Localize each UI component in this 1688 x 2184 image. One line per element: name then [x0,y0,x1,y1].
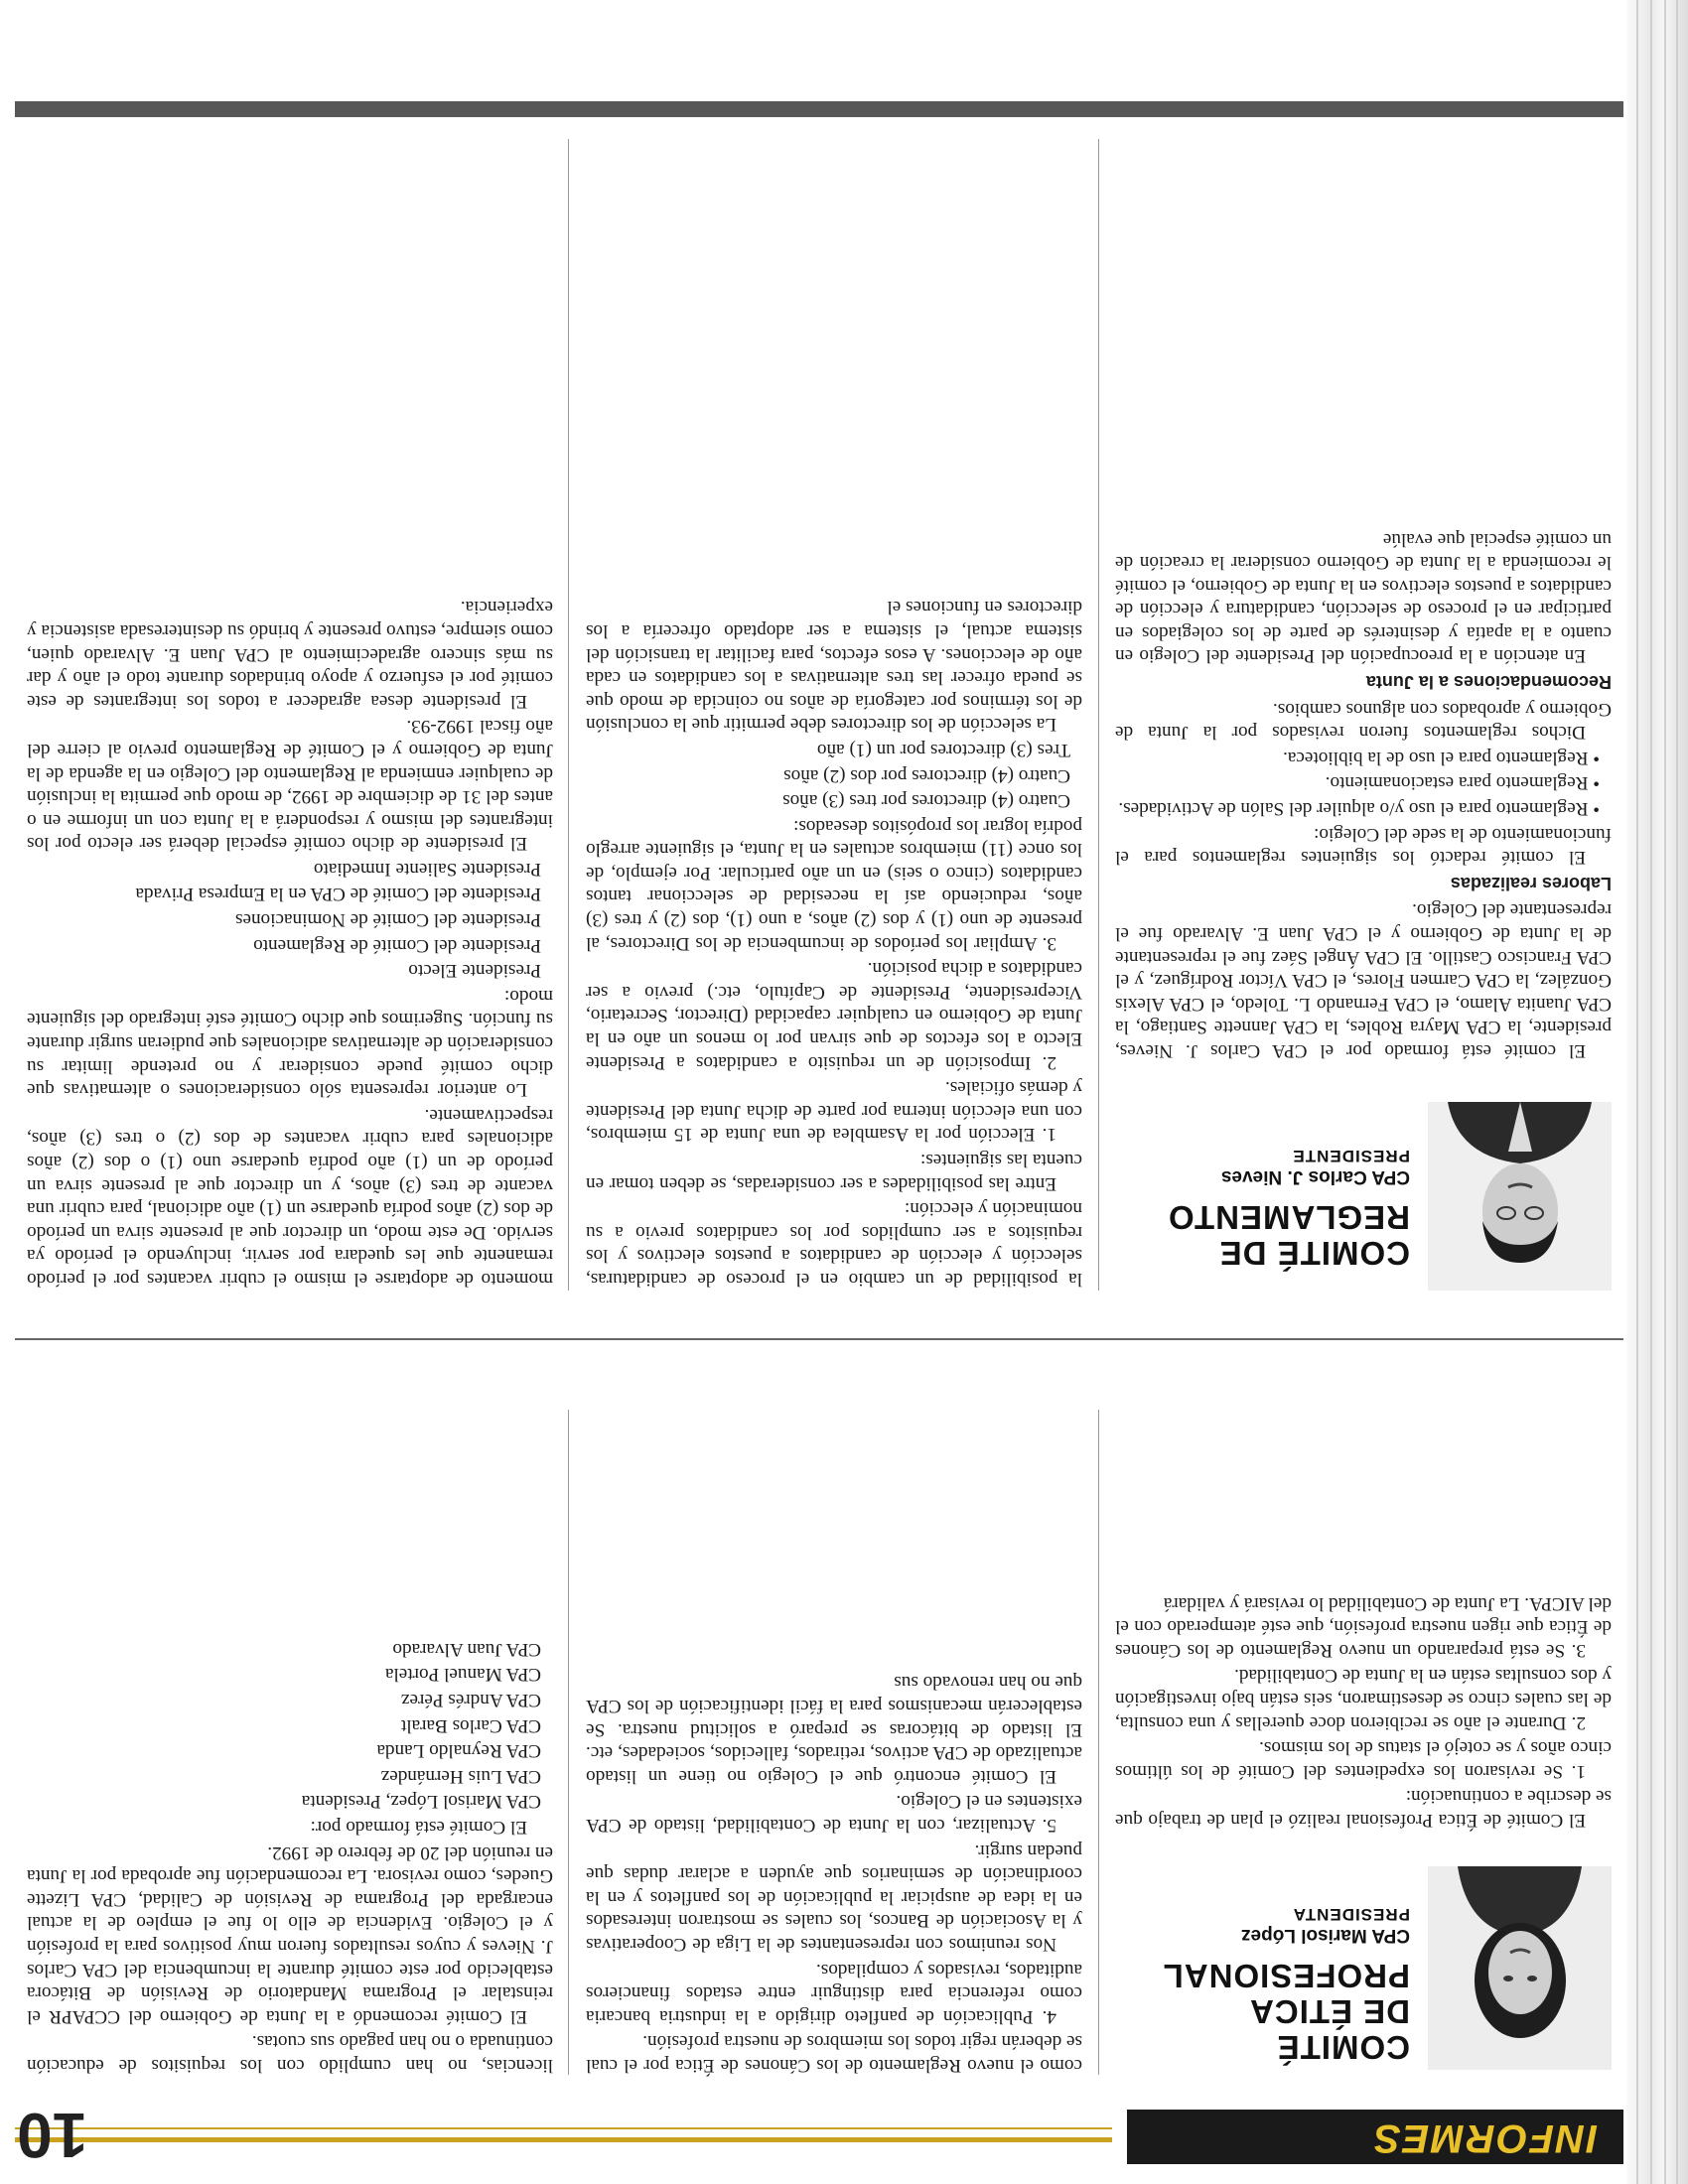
member: CPA Juan Alvarado [392,1638,541,1660]
etica-title-2: DE ÉTICA [1248,1993,1410,2030]
section-divider [15,1338,1623,1340]
column-divider [1098,1410,1099,2075]
section-label: INFORMES [1371,2116,1598,2160]
committee-role: Presidente Saliente Inmediato [313,858,541,880]
list-item: • Reglamento para estacionamiento. [1325,772,1600,794]
paragraph: El Comité recomendó a la Junta de Gobierno del CCPAPR el reinstalar el Programa Mandatorio de Revisión de Bitácora establecido por este comité durante la incumbencia del CPA Carlos J. Nieves y cuyos resultados fueron muy positivos para la profesión y el Colegio. Evidencia de ello lo fue el empleo de la actual encargada del Programa de Revisión de Calidad, CPA Lizette Guedes, como revisora. La recomendación fue aprobada por la Junta en reunión del 20 de febrero de 1992. [27,1842,553,2027]
etica-chair-role: PRESIDENTA [1292,1905,1410,1924]
term-option: Cuatro (4) directores por tres (3) años [782,790,1070,812]
paragraph: 2. Imposición de un requisito a candidatos a Presidente Electo a los efectos de que sirvan por lo menos un año en la Junta de Gobierno en cualquier capacidad (Director, Secretario, Vicepresidente, Presidente de Capítulo, etc.) previo a ser candidatos a dicha posición. [586,958,1082,1073]
etica-column-1 [1115,1589,1612,1832]
term-option: Tres (3) directores por un (1) año [816,739,1070,760]
reglamento-chair-role: PRESIDENTE [1292,1147,1410,1165]
paragraph: 1. Elección por la Asamblea de una Junta de 15 miembros, con una elección interna por parte de dicha Junta del Presidente y demás oficiales. [586,1077,1082,1146]
list-item: • Reglamento para el uso y/o alquiler del Salón de Actividades. [1118,798,1600,820]
reglamento-column-1 [1115,525,1612,1062]
column-divider [568,1410,569,2075]
reglamento-heading [1102,1146,1410,1271]
committee-role: Presidente del Comité de Reglamento [253,934,541,956]
page-content [15,30,1623,2171]
etica-column-2 [586,1669,1082,2077]
paragraph: la posibilidad de un cambio en el proceso de candidaturas, selección y elección de candidatos a puestos electivos y los requisitos a ser cumplidos por los candidatos previo a su nominación y elección: [586,1198,1082,1290]
paragraph: 3. Se está preparando un nuevo Reglamento de los Cánones de Ética que rigen nuestra profesión, que esté atemperado con el del AICPA. La Junta de Contabilidad lo revisará y validará [1115,1592,1612,1661]
reglamento-column-2 [586,594,1082,1291]
member: CPA Manuel Portela [384,1664,541,1686]
paragraph: El Comité encontró que el Colegio no tiene un listado actualizado de CPA activos, retirados, fallecidos, sociedades, etc. El listado de bitácoras se preparó a solicitud nuestra. Se establecerán mecanismos para la fácil identificación de los CPA que no han renovado sus [586,1672,1082,1787]
column-divider [568,139,569,1291]
chair-photo-lopez [1428,1866,1612,2070]
paragraph: 1. Se revisaron los expedientes del Comité de los últimos cinco años y se cotejó el status de los mismos. [1115,1737,1612,1782]
chair-photo-nieves [1428,1102,1612,1291]
reglamento-column-3 [27,594,553,1291]
recomendaciones-heading: Recomendaciones a la Junta [1365,672,1612,693]
page-number: 10 [17,2100,88,2171]
reglamento-chair-name: CPA Carlos J. Nieves [1220,1166,1410,1187]
paragraph: licencias, no han cumplido con los requisitos de educación continuada o no han pagado sus cuotas. [27,2031,553,2076]
paragraph: como el nuevo Reglamento de los Cánones de Ética por el cual se deberán regir todos los miembros de nuestra profesión. [586,2031,1082,2076]
reglamento-title-1: COMITÉ DE [1218,1235,1410,1272]
etica-chair-name: CPA Marisol López [1241,1925,1410,1946]
paragraph: El comité redactó los siguientes reglamentos para el funcionamiento de la sede del Colegio: [1115,823,1612,869]
etica-column-3 [27,1635,553,2077]
header-rule [15,2137,1112,2142]
etica-title-1: COMITÉ [1276,2029,1410,2066]
paragraph: 5. Actualizar, con la Junta de Contabilidad, listado de CPA existentes en el Colegio. [586,1791,1082,1837]
paragraph: 2. Durante el año se recibieron doce querellas y una consulta, de las cuales cinco se desestimaron, seis están bajo investigación y dos consultas están en la Junta de Contabilidad. [1115,1665,1612,1733]
committee-role: Presidente del Comité de Nominaciones [235,909,541,931]
paragraph: El Comité está formado por: [310,1817,527,1839]
member: CPA Reynaldo Landa [376,1740,541,1762]
paragraph: El presidente de dicho comité especial deberá ser electo por los integrantes del mismo y responderá a la Junta con un informe en o antes del 31 de diciembre de 1992, de modo que permita la inclusión de cualquier enmienda al Reglamento del Colegio en la agenda de la Junta de Gobierno y el Comité de Reglamento previo al cierre del año fiscal 1992-93. [27,716,553,855]
list-item: • Reglamento para el uso de la biblioteca. [1283,747,1600,768]
paragraph: 3. Ampliar los períodos de incumbencia de los Directores, al presente de uno (1) y dos (2) años, a uno (1), dos (2) y tres (3) años, reduciendo así la necesidad de seleccionar tantos candidatos (cinco o seis) en un año particular. Por ejemplo, de los once (11) miembros actuales en la Junta, el siguiente arreglo podría lograr los propósitos deseados: [586,815,1082,954]
page-edge [1626,0,1688,2184]
header-rule-thin [15,2127,1112,2129]
paragraph: Dichos reglamentos fueron revisados por la Junta de Gobierno y aprobados con algunos cambios. [1115,698,1612,744]
section-header [1127,2110,1623,2164]
member: CPA Andrés Pérez [400,1690,541,1711]
labores-heading: Labores realizadas [1450,873,1612,893]
paragraph: Entre las posibilidades a ser consideradas, se deben tomar en cuenta las siguientes: [586,1150,1082,1194]
paragraph: momento de adoptarse el mismo el cubrir vacantes por el período remanente que les quedara por servir, incluyendo el período ya servido. De este modo, un director que al presente sirva un período de dos (2) años podría quedarse un (1) año adicional, para cubrir una vacante de tres (3) años, y un director que al presente sirva un período de un (1) año podría quedarse uno (1) o dos (2) años adicionales para cubrir vacantes de dos (2) o tres (3) años, respectivamente. [27,1104,553,1290]
paragraph: El comité está formado por el CPA Carlos J. Nieves, presidente, la CPA Mayra Robles, la CPA Jannette Santiago, la CPA Juanita Alamo, el CPA Fernando L. Toledo, el CPA Alexis González, la CPA Carmen Flores, el CPA Víctor Rodríguez, y el CPA Francisco Castillo. El CPA Ángel Sáez fue el representante de la Junta de Gobierno y el CPA Juan E. Alvarado fue el representante del Colegio. [1115,899,1612,1061]
etica-heading [1112,1904,1410,2065]
paragraph: El Comité de Ética Profesional realizó el plan de trabajo que se describe a continuación: [1115,1786,1612,1831]
paragraph: Nos reunimos con representantes de la Liga de Cooperativas y la Asociación de Bancos, los cuales se mostraron interesados en la idea de auspiciar la publicación de los panfletos y en la coordinación de seminarios que ayuden a aclarar dudas que puedan surgir. [586,1840,1082,1956]
footer-bar [15,101,1623,117]
member: CPA Marisol López, Presidenta [301,1791,541,1813]
committee-role: Presidente del Comité de CPA en la Empresa Privada [135,884,541,905]
term-option: Cuatro (4) directores por dos (2) años [783,764,1070,786]
column-divider [1098,139,1099,1291]
paragraph: En atención a la preocupación del Presidente del Colegio en cuanto a la apatía y desinterés de parte de los colegiados en participar en el proceso de selección, candidatura y elección de candidatos a puestos electivos en la Junta de Gobierno, el comité le recomienda a la Junta de Gobierno considerar la creación de un comité especial que evalúe [1115,528,1612,667]
reglamento-title-2: REGLAMENTO [1167,1199,1410,1236]
etica-title-3: PROFESIONAL [1162,1958,1410,1994]
paragraph: 4. Publicación de panfleto dirigido a la industria bancaria como referencia para distinguir entre estados financieros auditados, revisados y compilados. [586,1959,1082,2027]
paragraph: La selección de los directores debe permitir que la conclusión de los términos por categoría de años no coincida de modo que se pueda ofrecer las tres alternativas a los candidatos en cada año de elecciones. A esos efectos, para facilitar la transición del sistema actual, el sistema a ser adoptado ofrecería a los directores en funciones el [586,597,1082,736]
paragraph: El presidente desea agradecer a todos los integrantes de este comité por el esfuerzo y apoyo brindados durante todo el año y dar su más sincero agradecimiento al CPA Juan E. Alvarado quien, como siempre, estuvo presente y brindó su desinteresada asistencia y experiencia. [27,597,553,712]
member: CPA Luis Hernández [380,1765,541,1787]
paragraph: Lo anterior representa sólo consideraciones o alternativas que dicho comité puede considerar y no pretende limitar su consideración de alternativas adicionales que pudieran surgir durante su función. Sugerimos que dicho Comité esté integrado del siguiente modo: [27,985,553,1101]
member: CPA Carlos Baralt [400,1714,541,1736]
committee-role: Presidente Electo [408,960,541,982]
